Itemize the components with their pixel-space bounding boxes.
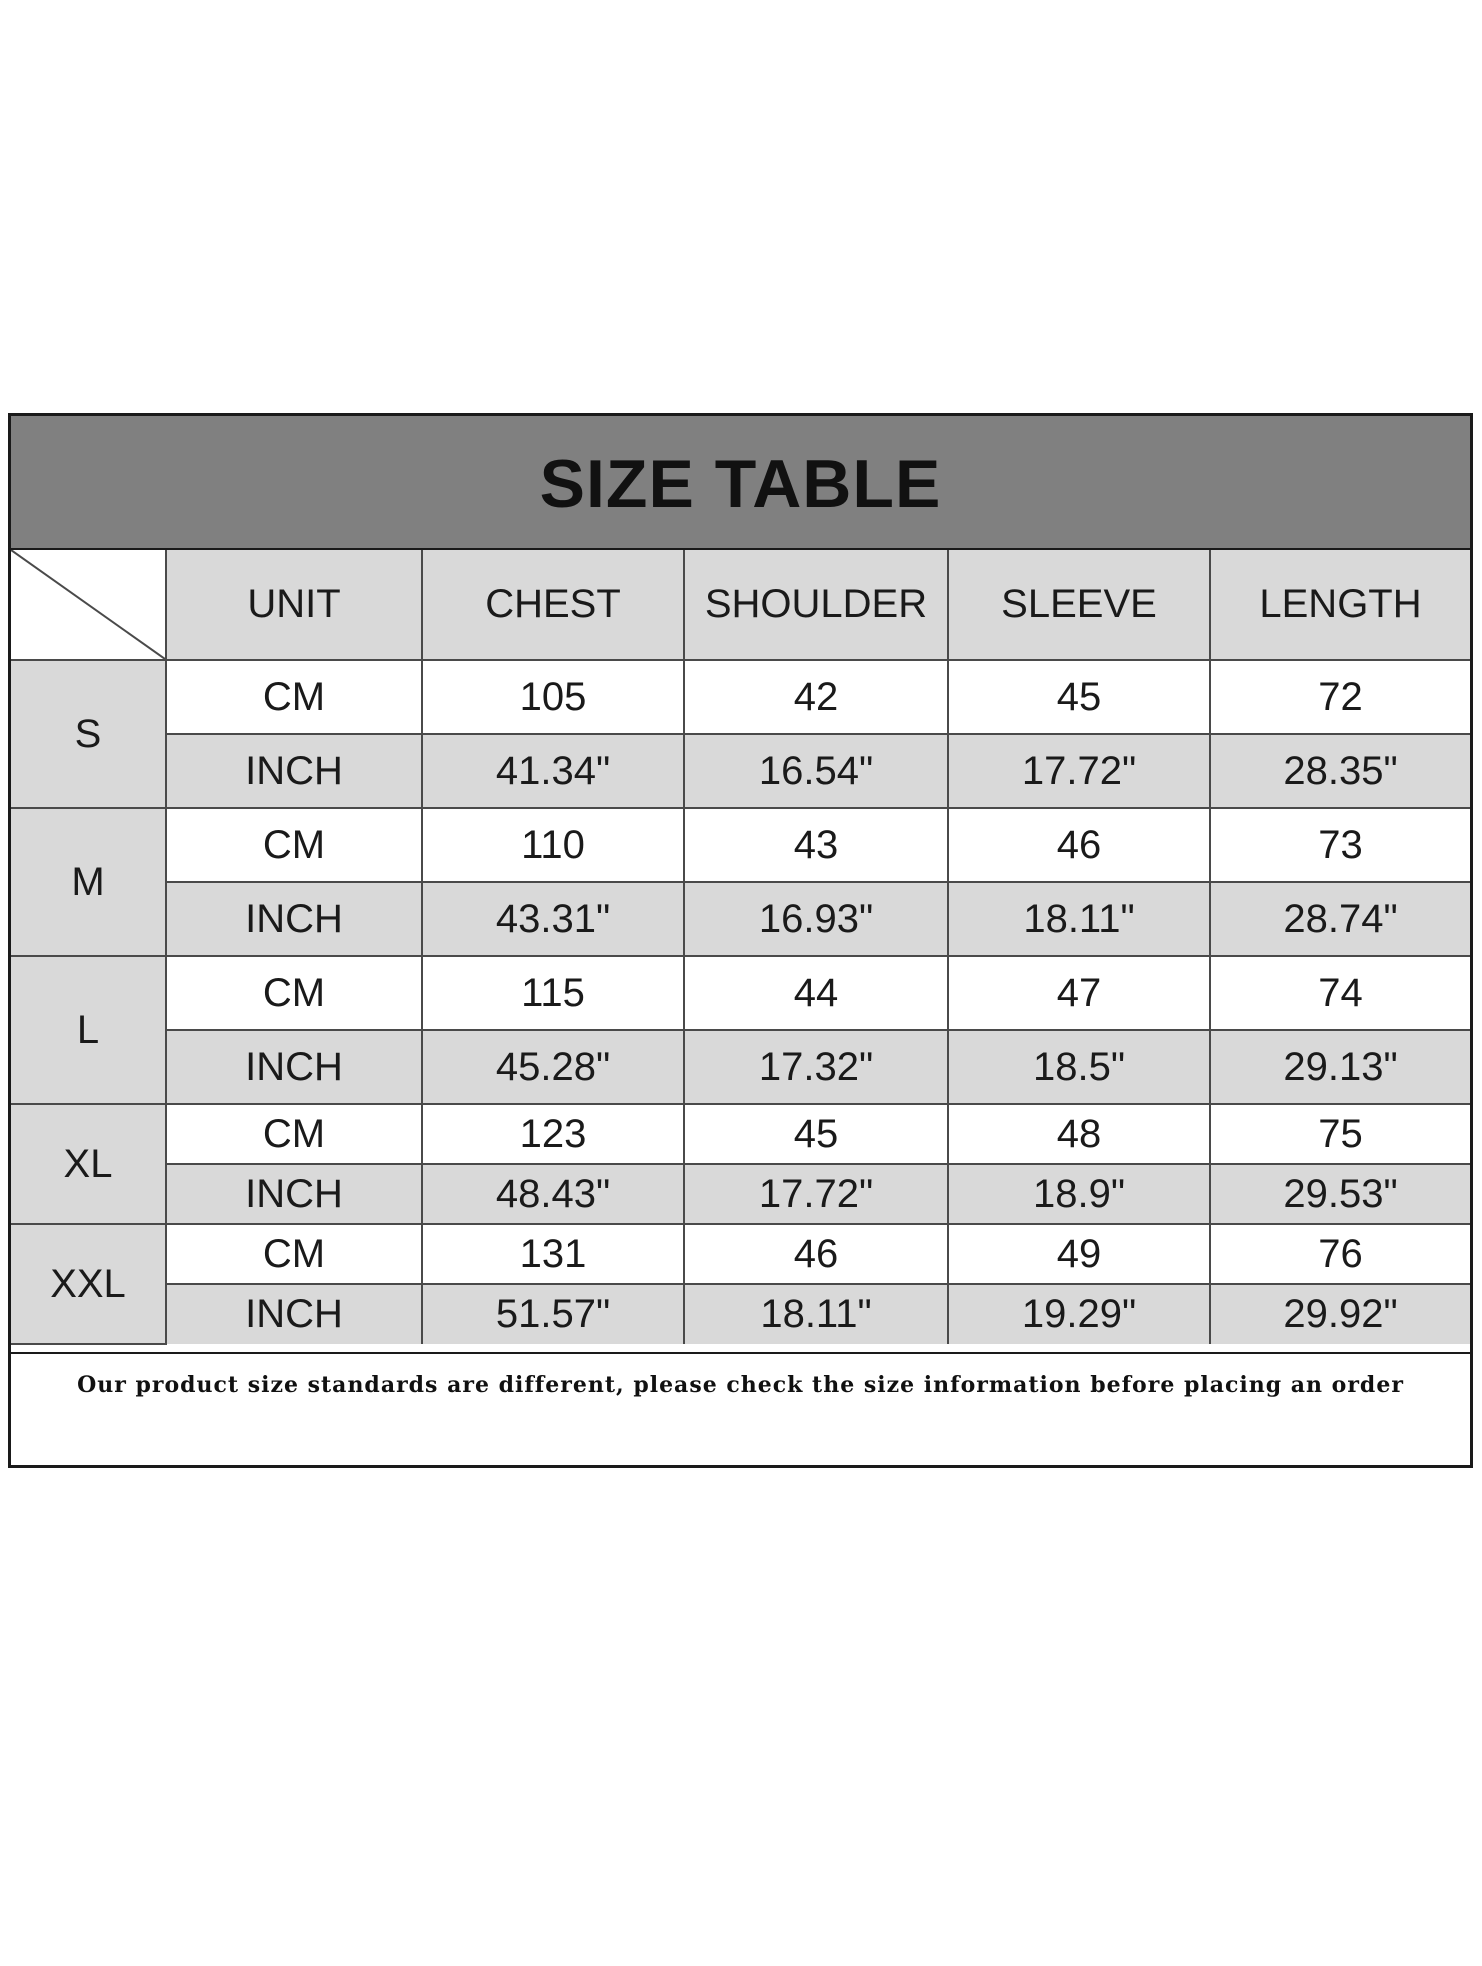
chest-cell: 131 bbox=[422, 1224, 684, 1284]
size-label-xxl: XXL bbox=[11, 1224, 166, 1344]
unit-cell: INCH bbox=[166, 882, 422, 956]
shoulder-cell: 44 bbox=[684, 956, 948, 1030]
shoulder-cell: 42 bbox=[684, 660, 948, 734]
sleeve-cell: 17.72" bbox=[948, 734, 1210, 808]
length-cell: 75 bbox=[1210, 1104, 1470, 1164]
unit-cell: CM bbox=[166, 1104, 422, 1164]
chest-cell: 41.34" bbox=[422, 734, 684, 808]
table-row bbox=[11, 1284, 1470, 1344]
table-row bbox=[11, 1164, 1470, 1224]
sleeve-cell: 18.11" bbox=[948, 882, 1210, 956]
length-cell: 29.13" bbox=[1210, 1030, 1470, 1104]
table-row bbox=[11, 882, 1470, 956]
size-label-m: M bbox=[11, 808, 166, 956]
table-row bbox=[11, 1224, 1470, 1284]
column-header-length: LENGTH bbox=[1210, 550, 1470, 660]
shoulder-cell: 43 bbox=[684, 808, 948, 882]
size-table bbox=[8, 413, 1473, 1468]
shoulder-cell: 16.93" bbox=[684, 882, 948, 956]
shoulder-cell: 18.11" bbox=[684, 1284, 948, 1344]
column-header-sleeve: SLEEVE bbox=[948, 550, 1210, 660]
sleeve-cell: 19.29" bbox=[948, 1284, 1210, 1344]
length-cell: 73 bbox=[1210, 808, 1470, 882]
sleeve-cell: 49 bbox=[948, 1224, 1210, 1284]
table-row bbox=[11, 1030, 1470, 1104]
title-bar bbox=[11, 416, 1470, 550]
unit-cell: CM bbox=[166, 808, 422, 882]
sleeve-cell: 47 bbox=[948, 956, 1210, 1030]
unit-cell: CM bbox=[166, 1224, 422, 1284]
length-cell: 28.74" bbox=[1210, 882, 1470, 956]
chest-cell: 105 bbox=[422, 660, 684, 734]
unit-cell: INCH bbox=[166, 734, 422, 808]
chest-cell: 48.43" bbox=[422, 1164, 684, 1224]
column-header-shoulder: SHOULDER bbox=[684, 550, 948, 660]
unit-cell: INCH bbox=[166, 1284, 422, 1344]
size-grid bbox=[11, 550, 1470, 1345]
length-cell: 29.92" bbox=[1210, 1284, 1470, 1344]
length-cell: 29.53" bbox=[1210, 1164, 1470, 1224]
length-cell: 74 bbox=[1210, 956, 1470, 1030]
table-title: SIZE TABLE bbox=[539, 446, 942, 522]
sleeve-cell: 48 bbox=[948, 1104, 1210, 1164]
shoulder-cell: 16.54" bbox=[684, 734, 948, 808]
size-label-l: L bbox=[11, 956, 166, 1104]
table-row bbox=[11, 956, 1470, 1030]
chest-cell: 123 bbox=[422, 1104, 684, 1164]
length-cell: 72 bbox=[1210, 660, 1470, 734]
shoulder-cell: 46 bbox=[684, 1224, 948, 1284]
sleeve-cell: 46 bbox=[948, 808, 1210, 882]
sleeve-cell: 45 bbox=[948, 660, 1210, 734]
shoulder-cell: 17.32" bbox=[684, 1030, 948, 1104]
size-label-xl: XL bbox=[11, 1104, 166, 1224]
chest-cell: 45.28" bbox=[422, 1030, 684, 1104]
corner-cell bbox=[11, 550, 166, 660]
chest-cell: 115 bbox=[422, 956, 684, 1030]
length-cell: 28.35" bbox=[1210, 734, 1470, 808]
column-header-unit: UNIT bbox=[166, 550, 422, 660]
chest-cell: 51.57" bbox=[422, 1284, 684, 1344]
diagonal-divider-icon bbox=[11, 550, 165, 659]
shoulder-cell: 17.72" bbox=[684, 1164, 948, 1224]
size-note bbox=[11, 1352, 1470, 1465]
sleeve-cell: 18.5" bbox=[948, 1030, 1210, 1104]
chest-cell: 43.31" bbox=[422, 882, 684, 956]
unit-cell: CM bbox=[166, 660, 422, 734]
table-row bbox=[11, 734, 1470, 808]
chest-cell: 110 bbox=[422, 808, 684, 882]
length-cell: 76 bbox=[1210, 1224, 1470, 1284]
shoulder-cell: 45 bbox=[684, 1104, 948, 1164]
size-label-s: S bbox=[11, 660, 166, 808]
sleeve-cell: 18.9" bbox=[948, 1164, 1210, 1224]
unit-cell: CM bbox=[166, 956, 422, 1030]
unit-cell: INCH bbox=[166, 1030, 422, 1104]
column-header-chest: CHEST bbox=[422, 550, 684, 660]
table-row bbox=[11, 808, 1470, 882]
table-row bbox=[11, 660, 1470, 734]
size-note-text: Our product size standards are different, please check the size information before placing an order bbox=[77, 1372, 1404, 1398]
header-row bbox=[11, 550, 1470, 660]
unit-cell: INCH bbox=[166, 1164, 422, 1224]
table-row bbox=[11, 1104, 1470, 1164]
